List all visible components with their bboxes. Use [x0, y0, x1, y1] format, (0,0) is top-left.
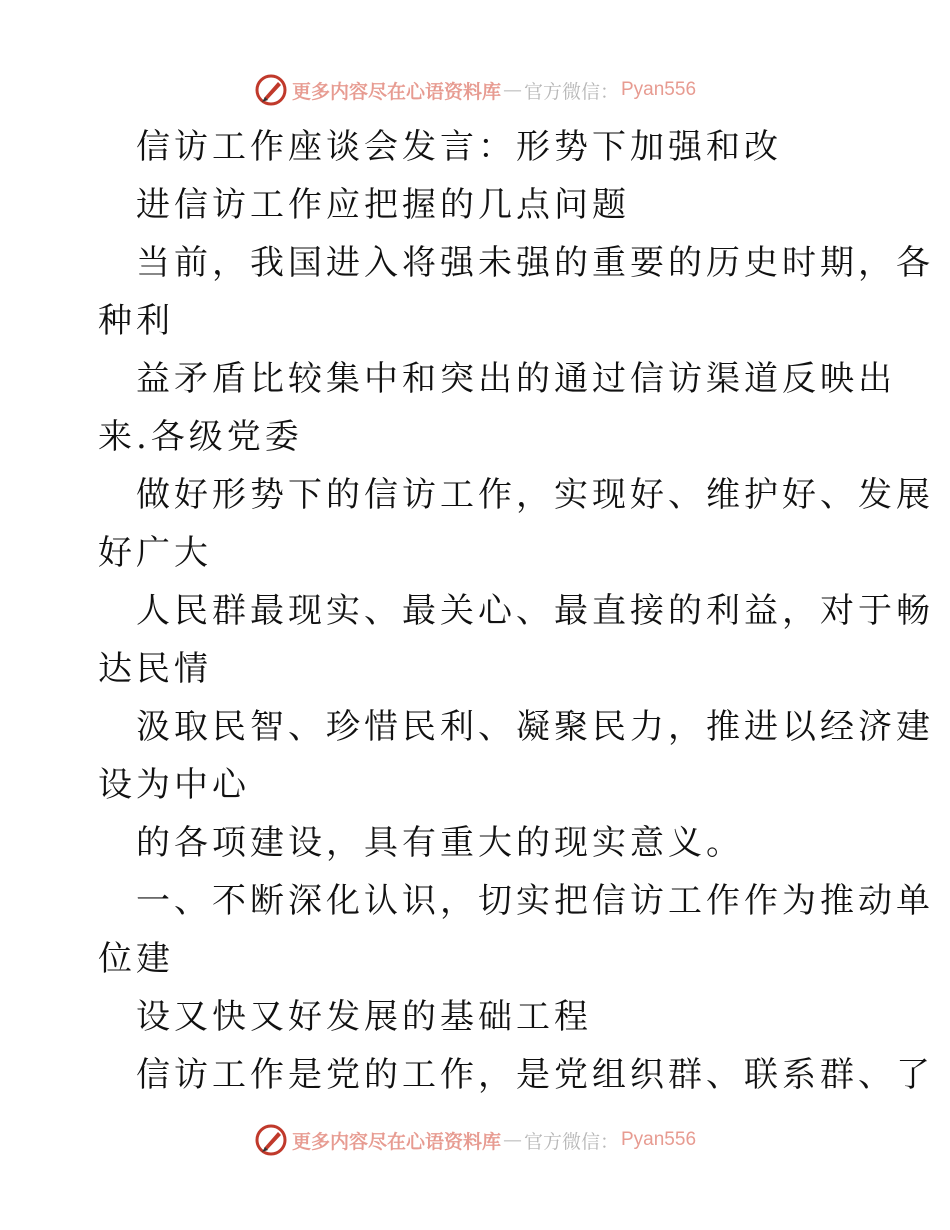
- quill-logo-icon: [254, 1123, 288, 1157]
- text-line: 好广大: [98, 533, 212, 573]
- text-line: 进信访工作应把握的几点问题: [136, 185, 630, 225]
- text-line: 设为中心: [98, 765, 250, 805]
- text-line: 信访工作是党的工作，是党组织群、联系群、了: [136, 1055, 934, 1095]
- text-line: 当前，我国进入将强未强的重要的历史时期，各: [136, 243, 934, 283]
- footer-banner: [0, 1120, 950, 1160]
- text-line: 人民群最现实、最关心、最直接的利益，对于畅: [136, 591, 934, 631]
- text-line: 设又快又好发展的基础工程: [136, 997, 592, 1037]
- banner-wechat-label: 官方微信：: [523, 1130, 619, 1153]
- text-line: 一、不断深化认识，切实把信访工作作为推动单: [136, 881, 934, 921]
- banner-wechat-label: 官方微信：: [523, 80, 619, 103]
- banner-title: 更多内容尽在心语资料库: [291, 1130, 501, 1153]
- banner-wechat-id: Pyan556: [621, 1129, 697, 1150]
- text-line: 位建: [98, 939, 174, 979]
- banner-separator: —: [502, 1129, 522, 1151]
- text-line: 益矛盾比较集中和突出的通过信访渠道反映出: [136, 359, 896, 399]
- header-banner: [0, 70, 950, 110]
- quill-logo-icon: [254, 73, 288, 107]
- document-body: [98, 118, 934, 1104]
- banner-title: 更多内容尽在心语资料库: [291, 80, 501, 103]
- banner-wechat-id: Pyan556: [621, 79, 697, 100]
- text-line: 汲取民智、珍惜民利、凝聚民力，推进以经济建: [136, 707, 934, 747]
- text-line: 种利: [98, 301, 174, 341]
- text-line: 来.各级党委: [98, 417, 303, 457]
- text-line: 达民情: [98, 649, 212, 689]
- text-line: 的各项建设，具有重大的现实意义。: [136, 823, 744, 863]
- text-line: 信访工作座谈会发言：形势下加强和改: [136, 127, 782, 167]
- banner-separator: —: [502, 79, 522, 101]
- text-line: 做好形势下的信访工作，实现好、维护好、发展: [136, 475, 934, 515]
